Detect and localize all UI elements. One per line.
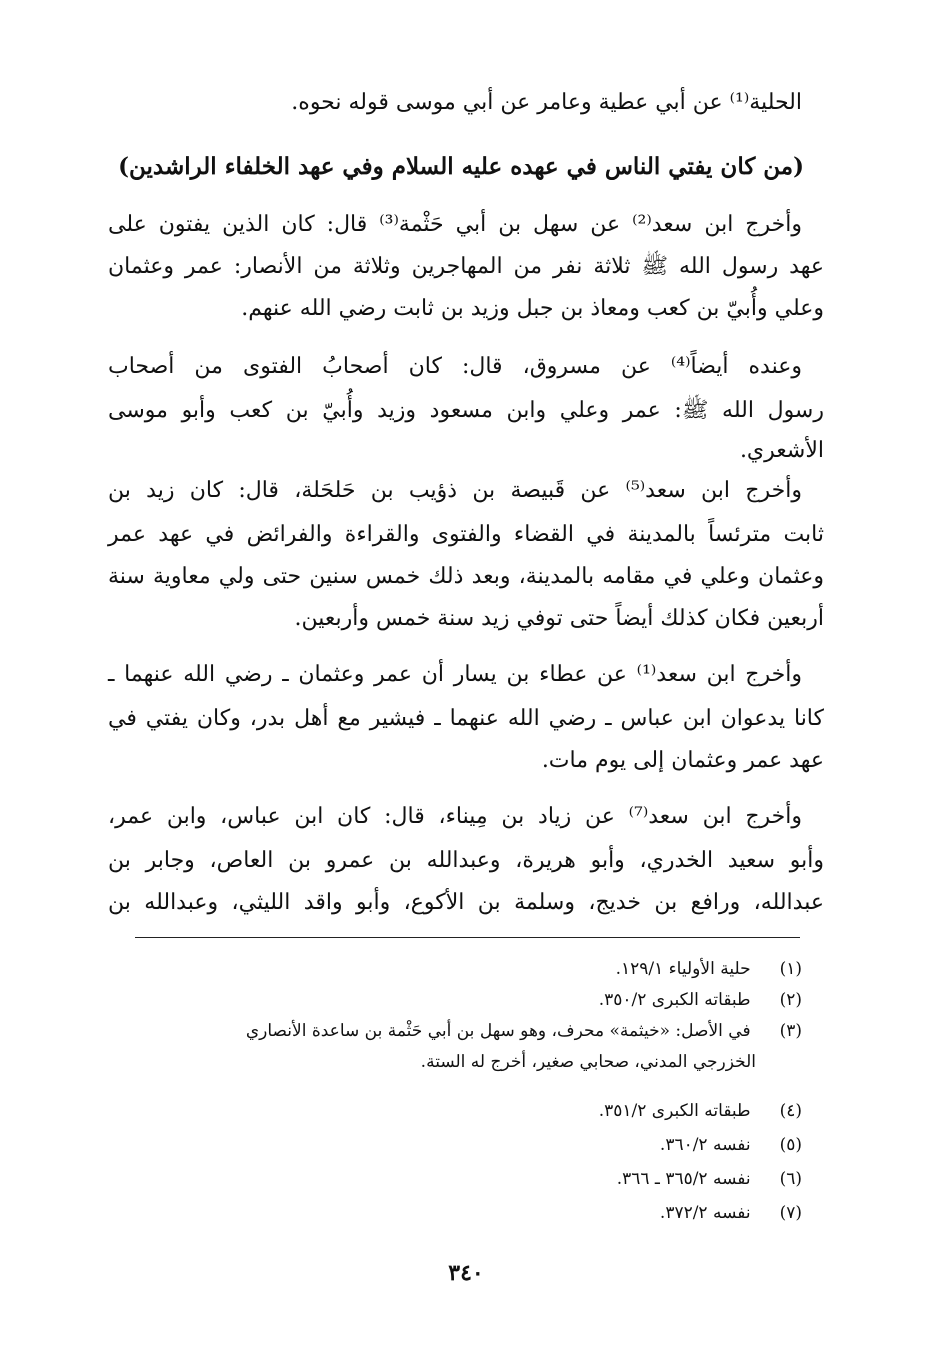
footnote-2: [105, 986, 802, 1014]
footnote-text: طبقاته الكبرى ٣٥١/٢.: [598, 1101, 751, 1121]
body-line: وأخرج ابن سعد⁽¹⁾ عن عطاء بن يسار أن عمر وعثمان ـ رضي الله عنهما ـ: [108, 662, 802, 687]
body-line: وأبو سعيد الخدري، وأبو هريرة، وعبدالله بن عمرو بن العاص، وجابر بن: [108, 848, 824, 873]
body-line: وعلي وأُبيّ بن كعب ومعاذ بن جبل وزيد بن ثابت رضي الله عنهم.: [241, 296, 824, 321]
section-heading: (من كان يفتي الناس في عهده عليه السلام وفي عهد الخلفاء الراشدين): [118, 153, 804, 180]
body-line: عهد عمر وعثمان إلى يوم مات.: [541, 748, 824, 773]
footnote-text: نفسه ٣٦٠/٢.: [659, 1135, 751, 1155]
footnote-text: حلية الأولياء ١٢٩/١.: [615, 959, 751, 979]
footnote-number: (٢): [779, 990, 802, 1010]
body-line: عبدالله، ورافع بن خديج، وسلمة بن الأكوع، وأبو واقد الليثي، وعبدالله بن: [108, 890, 824, 915]
footnote-5: [105, 1131, 802, 1159]
body-line: ثابت مترئساً بالمدينة في القضاء والفتوى والقراءة والفرائض في عهد عمر: [108, 522, 824, 547]
body-line: كانا يدعوان ابن عباس ـ رضي الله عنهما ـ فيشير مع أهل بدر، وكان يفتي في: [108, 706, 824, 731]
footnote-text: نفسه ٣٧٢/٢.: [659, 1203, 751, 1223]
body-line: الأشعري.: [739, 438, 824, 463]
footnote-number: (٤): [779, 1101, 802, 1121]
footnote-divider: [135, 937, 800, 938]
footnote-number: (٣): [779, 1021, 802, 1041]
body-line: وأخرج ابن سعد⁽⁷⁾ عن زياد بن مِيناء، قال: كان ابن عباس، وابن عمر،: [108, 804, 802, 829]
footnote-6: [105, 1165, 802, 1193]
footnote-text: في الأصل: «خيثمة» محرف، وهو سهل بن أبي حَثْمة بن ساعدة الأنصاري: [245, 1021, 751, 1041]
footnote-number: (٥): [779, 1135, 802, 1155]
footnote-number: (١): [779, 959, 802, 979]
body-line: رسول الله ﷺ: عمر وعلي وابن مسعود وزيد وأُبيّ بن كعب وأبو موسى: [108, 398, 824, 423]
body-line: أربعين فكان كذلك أيضاً حتى توفي زيد سنة خمس وأربعين.: [294, 606, 824, 631]
footnote-3: [105, 1017, 802, 1045]
body-line: وأخرج ابن سعد⁽²⁾ عن سهل بن أبي حَثْمة⁽³⁾ قال: كان الذين يفتون على: [108, 212, 802, 237]
body-line: عهد رسول الله ﷺ ثلاثة نفر من المهاجرين وثلاثة من الأنصار: عمر وعثمان: [108, 254, 824, 279]
footnote-text: نفسه ٣٦٥/٢ ـ ٣٦٦.: [616, 1169, 751, 1189]
body-line: وعثمان وعلي في مقامه بالمدينة، وبعد ذلك خمس سنين حتى ولي معاوية سنة: [108, 564, 824, 589]
footnote-1: [105, 955, 802, 983]
footnote-7: [105, 1199, 802, 1227]
footnote-4: [105, 1097, 802, 1125]
footnote-3-continuation: الخزرجي المدني، صحابي صغير، أخرج له الستة.: [420, 1052, 756, 1072]
body-line: وأخرج ابن سعد⁽⁵⁾ عن قَبيصة بن ذؤيب بن حَلحَلة، قال: كان زيد بن: [108, 478, 802, 503]
footnote-number: (٧): [779, 1203, 802, 1223]
footnote-number: (٦): [779, 1169, 802, 1189]
page-number: ٣٤٠: [448, 1260, 484, 1286]
footnote-text: طبقاته الكبرى ٣٥٠/٢.: [598, 990, 751, 1010]
body-line: وعنده أيضاً⁽⁴⁾ عن مسروق، قال: كان أصحابُ الفتوى من أصحاب: [108, 354, 802, 379]
body-line: الحلية⁽¹⁾ عن أبي عطية وعامر عن أبي موسى قوله نحوه.: [291, 90, 802, 115]
